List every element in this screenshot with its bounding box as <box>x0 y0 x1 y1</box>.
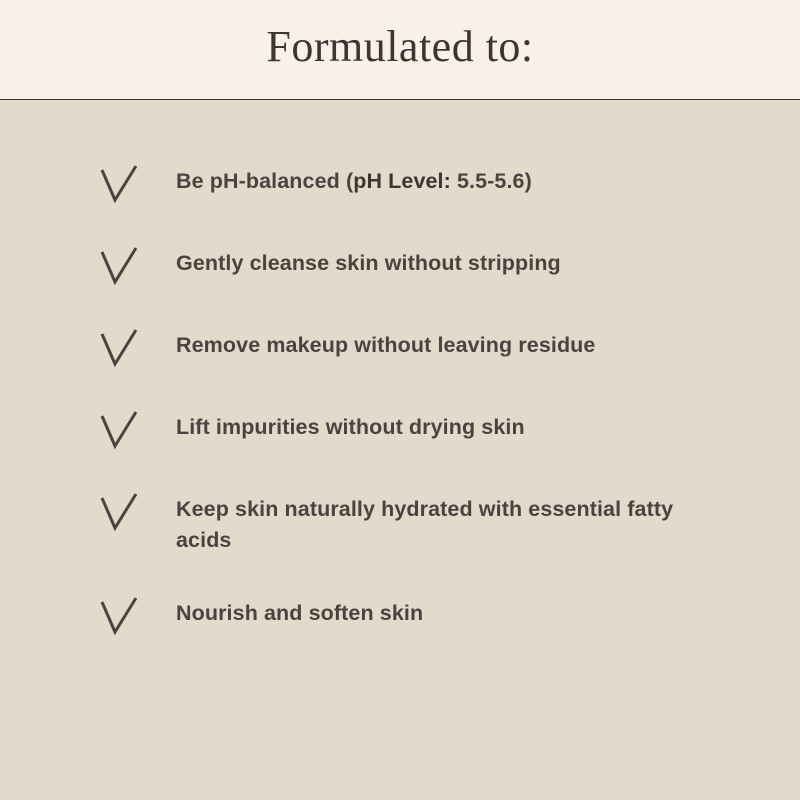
check-mark-icon <box>92 326 146 370</box>
benefits-list <box>0 100 800 638</box>
list-item-suffix: 5.5-5.6) <box>450 169 532 193</box>
list-item-prefix: Keep skin naturally hydrated with essential fatty acids <box>176 497 674 553</box>
list-item-text <box>176 594 423 629</box>
list-item-prefix: Remove makeup without leaving residue <box>176 333 596 357</box>
list-item <box>60 244 740 288</box>
list-item <box>60 594 740 638</box>
check-mark-icon <box>92 490 146 534</box>
page-title: Formulated to: <box>266 21 534 71</box>
list-item <box>60 326 740 370</box>
panel-header <box>0 0 800 100</box>
list-item-text <box>176 408 525 443</box>
check-mark-icon <box>92 594 146 638</box>
check-mark-icon <box>92 244 146 288</box>
check-mark-icon <box>92 162 146 206</box>
list-item-prefix: Gently cleanse skin without stripping <box>176 251 561 275</box>
list-item-text <box>176 326 595 361</box>
list-item <box>60 408 740 452</box>
list-item-prefix: Nourish and soften skin <box>176 601 424 626</box>
list-item <box>60 490 740 556</box>
list-item-text <box>176 162 532 197</box>
list-item-bold: pH Level: <box>353 169 451 193</box>
list-item <box>60 162 740 206</box>
list-item-text <box>176 244 561 279</box>
list-item-prefix: Be pH-balanced ( <box>176 169 354 193</box>
check-mark-icon <box>92 408 146 452</box>
list-item-text <box>176 490 721 556</box>
list-item-prefix: Lift impurities without drying skin <box>176 415 525 439</box>
